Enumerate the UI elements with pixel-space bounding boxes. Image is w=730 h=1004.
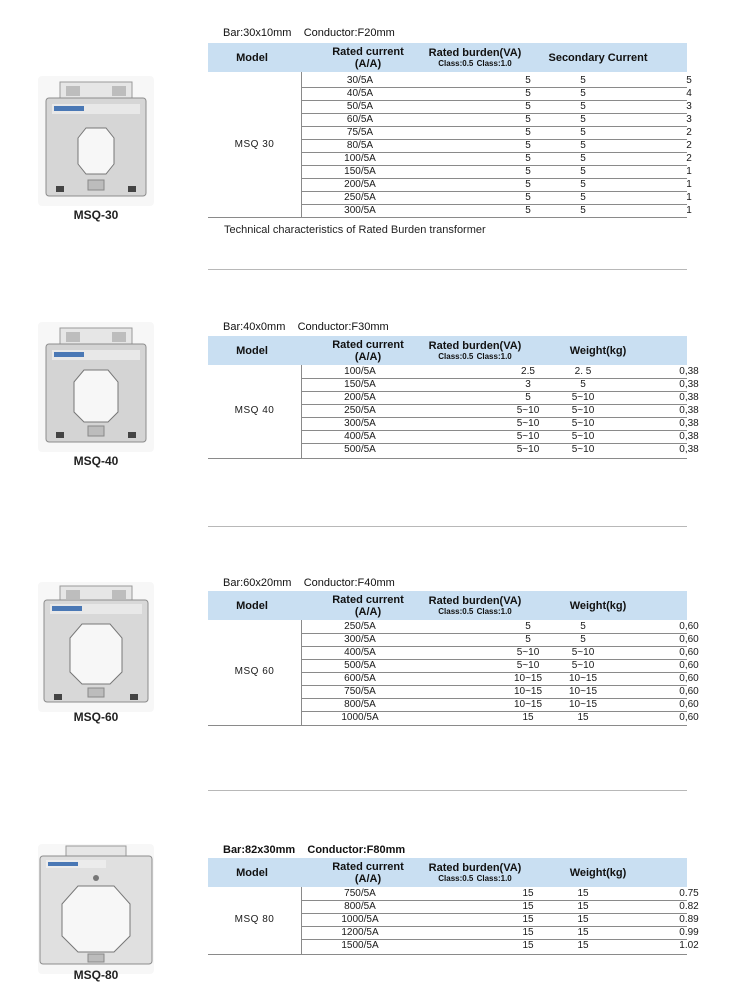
cell-class-05: 2.5	[521, 366, 535, 377]
product-caption: MSQ-40	[73, 454, 119, 468]
cell-class-05: 5~10	[516, 444, 540, 455]
header-rated-burden	[426, 858, 524, 887]
header-rated-burden-title: Rated burden(VA)	[428, 46, 522, 59]
cell-class-05: 10~15	[513, 673, 543, 684]
header-class-labels: Class:0.5 Class:1.0	[438, 351, 512, 361]
table-note: Technical characteristics of Rated Burden transformer	[224, 224, 486, 236]
cell-class-05: 15	[522, 901, 534, 912]
table-body	[208, 887, 699, 955]
header-rated-burden	[426, 336, 524, 365]
cell-last: 5	[686, 75, 692, 86]
table-row	[301, 417, 699, 431]
table-row	[301, 100, 692, 114]
header-rated-burden-title: Rated burden(VA)	[428, 594, 522, 607]
table-row	[301, 152, 692, 166]
cell-last: 1	[686, 179, 692, 190]
cell-weight: 0,60	[679, 621, 699, 632]
cell-class-05: 5	[525, 621, 531, 632]
header-model: Model	[236, 51, 268, 64]
header-rated-current-line1: Rated current	[332, 45, 404, 58]
table-body	[208, 365, 699, 459]
cell-last: 1	[686, 192, 692, 203]
header-rated-current	[308, 591, 428, 620]
cell-weight: 0.89	[679, 914, 699, 925]
cell-class-05: 5	[525, 88, 531, 99]
cell-rated-current: 60/5A	[346, 114, 374, 125]
cell-class-05: 5	[525, 127, 531, 138]
cell-rated-current: 1000/5A	[341, 914, 379, 925]
table-row	[301, 204, 692, 217]
cell-weight: 0,38	[679, 431, 699, 442]
header-rated-current-line2: (A/A)	[354, 57, 382, 70]
header-secondary-current: Secondary Current	[548, 51, 648, 64]
cell-class-10: 10~15	[568, 686, 598, 697]
model-cell: MSQ 80	[234, 914, 275, 925]
cell-last: 1	[686, 205, 692, 216]
table-header	[208, 336, 687, 365]
header-rated-current	[308, 336, 428, 365]
cell-rated-current: 50/5A	[346, 101, 374, 112]
cell-class-10: 5~10	[571, 418, 595, 429]
cell-class-05: 5	[525, 114, 531, 125]
table-row	[301, 126, 692, 140]
current-transformer-photo-icon	[38, 582, 154, 712]
table-row	[301, 113, 692, 127]
table-bottom-rule	[208, 954, 687, 955]
cell-class-10: 15	[577, 940, 589, 951]
cell-weight: 0,38	[679, 405, 699, 416]
cell-class-10: 5	[580, 114, 586, 125]
model-cell: MSQ 40	[234, 405, 275, 416]
cell-rated-current: 200/5A	[344, 392, 376, 403]
cell-last: 2	[686, 127, 692, 138]
cell-weight: 0,60	[679, 673, 699, 684]
table-row	[301, 900, 699, 914]
header-rated-burden	[426, 43, 524, 72]
table-header	[208, 858, 687, 887]
cell-weight: 0,60	[679, 634, 699, 645]
table-row	[301, 165, 692, 179]
spec-table	[208, 336, 699, 460]
table-row	[301, 365, 699, 379]
cell-class-05: 5	[525, 166, 531, 177]
cell-class-05: 3	[525, 379, 531, 390]
cell-rated-current: 75/5A	[346, 127, 374, 138]
header-class-labels: Class:0.5 Class:1.0	[438, 873, 512, 883]
cell-class-10: 5	[580, 75, 586, 86]
cell-class-10: 5~10	[571, 392, 595, 403]
cell-class-05: 5	[525, 179, 531, 190]
cell-class-10: 5	[580, 127, 586, 138]
cell-last: 4	[686, 88, 692, 99]
model-cell: MSQ 30	[234, 139, 275, 150]
cell-class-05: 5~10	[516, 647, 540, 658]
table-row	[301, 178, 692, 192]
cell-rated-current: 400/5A	[344, 647, 376, 658]
cell-class-05: 5	[525, 192, 531, 203]
cell-rated-current: 1500/5A	[341, 940, 379, 951]
table-row	[301, 391, 699, 405]
header-weight: Weight(kg)	[569, 866, 627, 879]
cell-rated-current: 300/5A	[344, 205, 376, 216]
table-row	[301, 430, 699, 444]
cell-class-05: 5	[525, 634, 531, 645]
table-row	[301, 939, 699, 952]
table-row	[301, 139, 692, 153]
cell-rated-current: 400/5A	[344, 431, 376, 442]
table-row	[301, 672, 699, 686]
cell-rated-current: 800/5A	[344, 901, 376, 912]
cell-class-05: 5	[525, 101, 531, 112]
current-transformer-photo-icon	[38, 844, 154, 974]
cell-class-05: 15	[522, 914, 534, 925]
table-body	[208, 72, 692, 218]
header-rated-current-line1: Rated current	[332, 593, 404, 606]
header-class-labels: Class:0.5 Class:1.0	[438, 606, 512, 616]
cell-class-05: 5~10	[516, 405, 540, 416]
cell-class-10: 15	[577, 914, 589, 925]
cell-class-10: 15	[577, 901, 589, 912]
cell-rated-current: 750/5A	[344, 686, 376, 697]
cell-rated-current: 1000/5A	[341, 712, 379, 723]
header-class-labels: Class:0.5 Class:1.0	[438, 58, 512, 68]
cell-class-05: 5~10	[516, 418, 540, 429]
product-caption: MSQ-80	[73, 968, 119, 982]
spec-line: Bar:40x0mm Conductor:F30mm	[223, 321, 389, 333]
cell-last: 3	[686, 101, 692, 112]
cell-weight: 0,60	[679, 647, 699, 658]
model-cell: MSQ 60	[234, 666, 275, 677]
cell-rated-current: 150/5A	[344, 166, 376, 177]
cell-weight: 0,38	[679, 418, 699, 429]
header-rated-current	[308, 858, 428, 887]
cell-class-05: 5	[525, 140, 531, 151]
table-row	[301, 191, 692, 205]
cell-rated-current: 40/5A	[346, 88, 374, 99]
cell-class-10: 5	[580, 205, 586, 216]
header-rated-burden-title: Rated burden(VA)	[428, 339, 522, 352]
table-row	[301, 646, 699, 660]
header-rated-current-line1: Rated current	[332, 338, 404, 351]
cell-class-10: 5	[580, 192, 586, 203]
cell-class-05: 15	[522, 940, 534, 951]
table-header	[208, 43, 687, 72]
header-weight: Weight(kg)	[569, 599, 627, 612]
product-caption: MSQ-60	[73, 710, 119, 724]
cell-class-10: 10~15	[568, 699, 598, 710]
header-rated-current-line2: (A/A)	[354, 872, 382, 885]
table-row	[301, 443, 699, 456]
cell-class-10: 5	[580, 621, 586, 632]
cell-class-05: 15	[522, 927, 534, 938]
cell-weight: 0,38	[679, 366, 699, 377]
cell-rated-current: 100/5A	[344, 366, 376, 377]
section-divider	[208, 269, 687, 270]
cell-rated-current: 500/5A	[344, 660, 376, 671]
cell-class-05: 15	[522, 888, 534, 899]
cell-class-10: 5	[580, 634, 586, 645]
spec-table	[208, 43, 692, 219]
table-row	[301, 378, 699, 392]
current-transformer-photo-icon	[38, 76, 154, 206]
table-row	[301, 74, 692, 88]
cell-weight: 0.75	[679, 888, 699, 899]
cell-weight: 0,38	[679, 444, 699, 455]
current-transformer-photo-icon	[38, 322, 154, 452]
cell-class-10: 5~10	[571, 660, 595, 671]
table-row	[301, 711, 699, 724]
table-row	[301, 913, 699, 927]
header-model: Model	[236, 866, 268, 879]
product-caption: MSQ-30	[73, 208, 119, 222]
cell-weight: 0,60	[679, 660, 699, 671]
cell-rated-current: 80/5A	[346, 140, 374, 151]
cell-class-05: 5~10	[516, 660, 540, 671]
cell-class-10: 5	[580, 140, 586, 151]
cell-class-05: 5~10	[516, 431, 540, 442]
cell-rated-current: 300/5A	[344, 418, 376, 429]
table-bottom-rule	[208, 725, 687, 726]
table-bottom-rule	[208, 217, 687, 218]
table-row	[301, 887, 699, 901]
cell-class-10: 5~10	[571, 444, 595, 455]
header-rated-current-line2: (A/A)	[354, 350, 382, 363]
cell-rated-current: 250/5A	[344, 405, 376, 416]
cell-rated-current: 600/5A	[344, 673, 376, 684]
cell-class-05: 10~15	[513, 686, 543, 697]
cell-weight: 1.02	[679, 940, 699, 951]
cell-weight: 0,60	[679, 712, 699, 723]
cell-class-10: 5	[580, 153, 586, 164]
table-row	[301, 926, 699, 940]
spec-line: Bar:30x10mm Conductor:F20mm	[223, 27, 395, 39]
header-rated-current-line1: Rated current	[332, 860, 404, 873]
header-rated-current-line2: (A/A)	[354, 605, 382, 618]
cell-class-05: 5	[525, 75, 531, 86]
cell-class-05: 15	[522, 712, 534, 723]
cell-last: 1	[686, 166, 692, 177]
header-rated-current	[308, 43, 428, 72]
table-bottom-rule	[208, 458, 687, 459]
header-weight: Weight(kg)	[569, 344, 627, 357]
table-row	[301, 659, 699, 673]
cell-class-10: 5	[580, 88, 586, 99]
cell-class-10: 5	[580, 379, 586, 390]
table-row	[301, 633, 699, 647]
header-model: Model	[236, 344, 268, 357]
cell-class-10: 5~10	[571, 405, 595, 416]
cell-rated-current: 1200/5A	[341, 927, 379, 938]
cell-weight: 0.82	[679, 901, 699, 912]
cell-class-10: 15	[577, 927, 589, 938]
table-row	[301, 87, 692, 101]
spec-table	[208, 858, 699, 956]
cell-rated-current: 250/5A	[344, 621, 376, 632]
spec-table	[208, 591, 699, 727]
cell-rated-current: 750/5A	[344, 888, 376, 899]
section-divider	[208, 790, 687, 791]
cell-rated-current: 250/5A	[344, 192, 376, 203]
cell-class-10: 10~15	[568, 673, 598, 684]
cell-rated-current: 500/5A	[344, 444, 376, 455]
table-row	[301, 404, 699, 418]
table-row	[301, 620, 699, 634]
section-divider	[208, 526, 687, 527]
cell-class-05: 5	[525, 153, 531, 164]
cell-rated-current: 800/5A	[344, 699, 376, 710]
cell-last: 3	[686, 114, 692, 125]
cell-class-05: 5	[525, 205, 531, 216]
cell-rated-current: 30/5A	[346, 75, 374, 86]
spec-line: Bar:60x20mm Conductor:F40mm	[223, 577, 395, 589]
cell-class-10: 2. 5	[574, 366, 592, 377]
cell-rated-current: 150/5A	[344, 379, 376, 390]
cell-class-10: 5~10	[571, 647, 595, 658]
cell-weight: 0.99	[679, 927, 699, 938]
cell-class-10: 5	[580, 179, 586, 190]
cell-class-10: 15	[577, 888, 589, 899]
cell-class-10: 5~10	[571, 431, 595, 442]
cell-class-05: 5	[525, 392, 531, 403]
cell-weight: 0,38	[679, 379, 699, 390]
header-model: Model	[236, 599, 268, 612]
cell-weight: 0,60	[679, 686, 699, 697]
cell-last: 2	[686, 140, 692, 151]
header-rated-burden-title: Rated burden(VA)	[428, 861, 522, 874]
cell-class-05: 10~15	[513, 699, 543, 710]
cell-weight: 0,60	[679, 699, 699, 710]
table-header	[208, 591, 687, 620]
cell-rated-current: 300/5A	[344, 634, 376, 645]
spec-line: Bar:82x30mm Conductor:F80mm	[223, 844, 406, 856]
cell-class-10: 5	[580, 166, 586, 177]
cell-rated-current: 200/5A	[344, 179, 376, 190]
cell-last: 2	[686, 153, 692, 164]
cell-class-10: 5	[580, 101, 586, 112]
table-row	[301, 685, 699, 699]
header-rated-burden	[426, 591, 524, 620]
table-row	[301, 698, 699, 712]
cell-rated-current: 100/5A	[344, 153, 376, 164]
cell-weight: 0,38	[679, 392, 699, 403]
table-body	[208, 620, 699, 726]
cell-class-10: 15	[577, 712, 589, 723]
